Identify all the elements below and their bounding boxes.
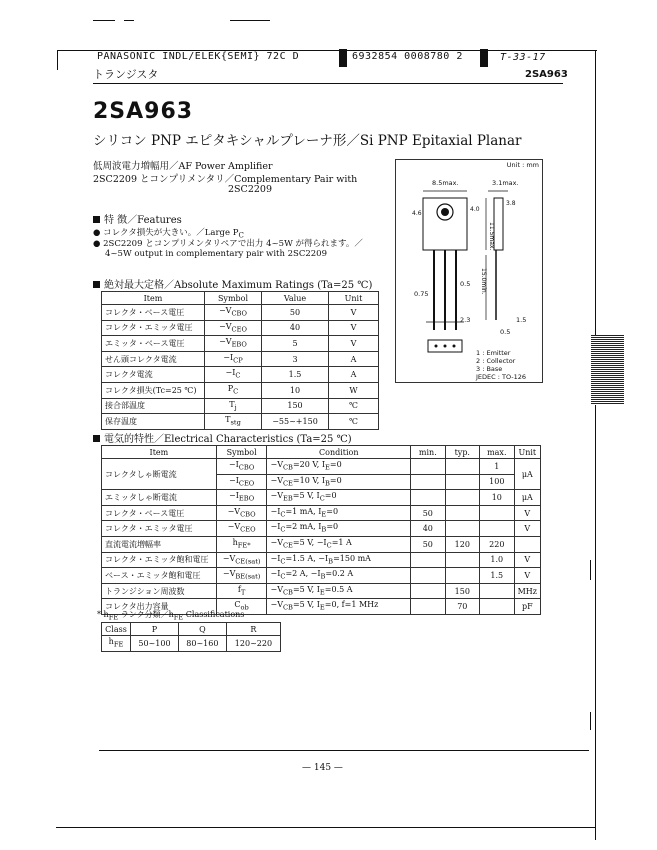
right-border (595, 50, 596, 840)
dim-label: 0.5 (500, 328, 511, 336)
part-top: 2SA963 (525, 69, 568, 80)
scan-mark (93, 20, 115, 21)
table-row: 直流電流増幅率 $h_{FE*}$ $-V_{CE}=5$ V, $-I_C=1$ A 50 120 220 (102, 536, 541, 552)
elec-heading: 電気的特性／Electrical Characteristics (Ta=25 ℃) (93, 430, 352, 445)
table-row: 保存温度 $T_{stg}$ −55~+150 ℃ (102, 414, 379, 430)
package-body (423, 198, 467, 250)
table-header-row: Class P Q R (102, 623, 281, 636)
header-ref: T-33-17 (500, 52, 546, 63)
pin-dot (453, 345, 456, 348)
intro-line3: 2SC2209 (228, 184, 272, 195)
table-row: コレクタしゃ断電流 $-I_{CBO}$ $-V_{CB}=20$ V, $I_E=0$ 1 μA (102, 459, 541, 475)
table-row: トランジション周波数 $f_T$ $-V_{CB}=5$ V, $I_E=0.5$ A 150 MHz (102, 583, 541, 599)
dim-label: 15.0min. (480, 268, 487, 295)
barcode-mark (339, 49, 347, 67)
table-row: コレクタ・エミッタ電圧 $-V_{CEO}$ 40 V (102, 320, 379, 336)
scan-mark (124, 20, 134, 21)
scan-mark (230, 20, 270, 21)
table-row: コレクタ電流 $-I_C$ 1.5 A (102, 367, 379, 383)
col-header: Value (262, 292, 329, 305)
dim-label: 2.3 (460, 316, 471, 324)
dim-label: 11.5max. (488, 222, 495, 251)
table-row: コレクタ出力容量 $C_{ob}$ $-V_{CB}=5$ V, $I_E=0$, f=1 MHz 70 pF (102, 599, 541, 615)
hfe-table (101, 622, 281, 652)
bottom-border (56, 827, 596, 828)
table-row: コレクタ・ベース電圧 $-V_{CBO}$ 50 V (102, 305, 379, 321)
dot-bullet-icon: ● (93, 228, 101, 238)
pin-dot (444, 345, 447, 348)
page-number: — 145 — (302, 763, 343, 773)
table-row: $-I_{CEO}$ $-V_{CE}=10$ V, $I_B=0$ 100 (102, 474, 541, 490)
unit-label: Unit : mm (506, 161, 539, 169)
table-row: エミッタ・ベース電圧 $-V_{EBO}$ 5 V (102, 336, 379, 352)
feature-item-1: ● コレクタ損失が大きい。／Large $P_C$ (93, 228, 244, 240)
category-label: トランジスタ (93, 68, 159, 81)
dim-label: 3.1max. (492, 179, 519, 187)
part-subtitle: シリコン PNP エピタキシャルプレーナ形／Si PNP Epitaxial Planar (93, 133, 522, 149)
table-row: 接合部温度 $T_j$ 150 ℃ (102, 398, 379, 414)
margin-mark (590, 712, 591, 730)
col-header: Item (102, 292, 205, 305)
col-header: Symbol (205, 292, 262, 305)
pin-legend: 1 : Emitter 2 : Collector 3 : Base JEDEC : TO-126 (476, 349, 527, 381)
dot-bullet-icon: ● (93, 239, 101, 249)
dim-label: 0.5 (460, 280, 471, 288)
barcode-mark (480, 49, 488, 67)
footer-rule (99, 750, 589, 751)
feature-item-2: ● 2SC2209 とコンプリメンタリペアで出力 4~5W が得られます。／ (93, 239, 363, 249)
dim-label: 0.75 (414, 290, 429, 298)
elec-table (101, 445, 541, 615)
square-bullet-icon (93, 281, 100, 288)
header-code: 6932854 0008780 2 (352, 51, 463, 62)
dim-label: 1.5 (516, 316, 527, 324)
table-header-row (102, 292, 379, 305)
square-bullet-icon (93, 216, 100, 223)
table-row: せん頭コレクタ電流 $-I_{CP}$ 3 A (102, 351, 379, 367)
table-row: コレクタ損失(Tc=25 ℃) $P_C$ 10 W (102, 382, 379, 398)
left-border (57, 50, 58, 70)
hfe-heading: * $h_{FE}$ ランク分類$/h_{FE}$ Classifications (97, 610, 245, 622)
table-row: コレクタ・エミッタ電圧 $-V_{CEO}$ $-I_C=2$ mA, $I_B=0$ 40 V (102, 521, 541, 537)
intro-line1: 低周波電力増幅用／AF Power Amplifier (93, 161, 273, 172)
table-row: $h_{FE}$ 50~100 80~160 120~220 (102, 636, 281, 652)
dim-label: 4.6 (412, 210, 422, 217)
scan-artifact (591, 335, 624, 405)
side-view-body (494, 198, 503, 250)
margin-mark (590, 560, 591, 580)
square-bullet-icon (93, 435, 100, 442)
pin-dot (435, 345, 438, 348)
intro-line2: 2SC2209 とコンプリメンタリ／Complementary Pair with (93, 174, 358, 185)
mounting-hole-center (441, 208, 449, 216)
dim-label: 3.8 (506, 200, 516, 207)
table-row: コレクタ・ベース電圧 $-V_{CBO}$ $-I_C=1$ mA, $I_E=0$ 50 V (102, 505, 541, 521)
part-title: 2SA963 (93, 99, 194, 124)
package-diagram (395, 159, 543, 383)
abs-max-table (101, 291, 379, 430)
header-company: PANASONIC INDL/ELEK{SEMI} 72C D (97, 51, 300, 62)
table-header-row: Item Symbol Condition min. typ. max. Unit (102, 446, 541, 459)
features-heading: 特 徴／Features (93, 211, 182, 226)
dim-label: 8.5max. (432, 179, 459, 187)
feature-item-3: 4~5W output in complementary pair with 2SC2209 (105, 249, 328, 259)
header-rule (93, 83, 563, 84)
abs-max-heading: 絶対最大定格／Absolute Maximum Ratings (Ta=25 ℃) (93, 276, 372, 291)
table-row: エミッタしゃ断電流 $-I_{EBO}$ $-V_{EB}=5$ V, $I_C=0$ 10 μA (102, 490, 541, 506)
table-row: コレクタ・エミッタ飽和電圧 $-V_{CE(sat)}$ $-I_C=1.5$ A, $-I_B=150$ mA 1.0 V (102, 552, 541, 568)
dim-label: 4.0 (470, 206, 480, 213)
col-header: Unit (329, 292, 379, 305)
table-row: ベース・エミッタ飽和電圧 $-V_{BE(sat)}$ $-I_C=2$ A, $-I_B=0.2$ A 1.5 V (102, 568, 541, 584)
